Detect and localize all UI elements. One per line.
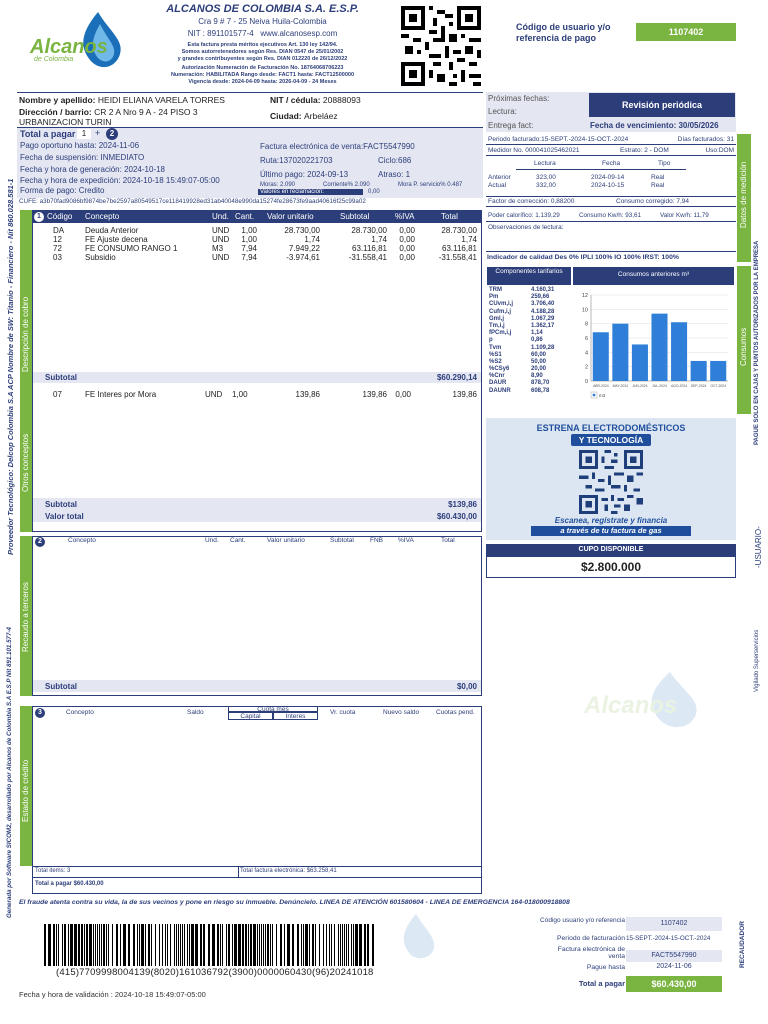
company-name: ALCANOS DE COLOMBIA S.A. E.S.P. (166, 3, 359, 15)
forma-pago: Forma de pago: Credito (20, 186, 105, 195)
credito-totals-line (33, 866, 481, 867)
header-valor: Valor unitario (267, 212, 314, 221)
barcode-bar (265, 924, 266, 966)
barcode-bar (162, 924, 163, 966)
x-tick-label: AGO-2024 (670, 384, 688, 388)
customer-name-line: Nombre y apellido: HEIDI ELIANA VARELA TORRES (19, 95, 225, 105)
chart-bar (612, 324, 628, 381)
tariff-row: TRM 4.160,31 (489, 287, 555, 293)
ultimo-pago: Último pago: 2024-09-13 (260, 170, 349, 179)
credito-header: 3 Concepto Saldo Cuota mes Capital Interes Vr. cuota Nuevo saldo Cuotas pend. (33, 707, 481, 721)
barcode-bar (70, 924, 73, 966)
watermark-logo: Alcanos (580, 670, 720, 740)
barcode-bar (267, 924, 269, 966)
promo-line2: Y TECNOLOGÍA (571, 434, 651, 446)
header-subtotal: Subtotal (340, 212, 370, 221)
barcode-bar (191, 924, 194, 966)
barcode-bar (62, 924, 63, 966)
barcode-bar (189, 924, 190, 966)
barcode-bar (280, 924, 282, 966)
medicion-medidor-row: Medidor No. 000041025462021 Estrato: 2 - DOM Uso:DOM (488, 147, 734, 154)
tariff-row: %S2 50,00 (489, 358, 547, 365)
header-codigo: Código (47, 212, 73, 221)
barcode-bar (116, 924, 118, 966)
barcode-bar (364, 924, 366, 966)
credito-divider (238, 867, 239, 877)
consumos-side-label: Consumos (739, 327, 748, 366)
stub-pague-value: 2024-11-06 (656, 963, 692, 970)
section-credito-label: Estado de crédito (21, 759, 30, 822)
barcode-bar (348, 924, 349, 966)
barcode-bar (257, 924, 258, 966)
chart-bar (593, 332, 609, 381)
barcode-bar (123, 924, 126, 966)
chart-bar (691, 361, 707, 381)
barcode-bar (228, 924, 230, 966)
chart-title: Consumos anteriores m³ (573, 267, 734, 285)
usuario-vertical: -USUARIO- (754, 526, 763, 568)
y-tick-label: 0 (584, 379, 588, 385)
stub-periodo-value: 15-SEPT.-2024-15-OCT.-2024 (626, 935, 711, 942)
cufe: CUFE: a3b70fad9086bf9874be7be2597a80549517ce118419928ed31ab40048e990da15274fe28673fe9aad40616f25c99a02 (19, 198, 366, 205)
table-row: DA Deuda Anterior UND 1,00 28.730,00 28.730,00 0,00 28.730,00 (53, 226, 477, 235)
barcode-bar (108, 924, 109, 966)
y-tick-label: 10 (581, 307, 588, 314)
barcode-bar (81, 924, 83, 966)
tariff-row: CUvm,i,j 3.706,40 (489, 301, 555, 308)
barcode-bar (170, 924, 171, 966)
barcode-text: (415)7709998004139(8020)161036792(3900)0000060430(96)20241018 (56, 967, 374, 978)
barcode-bar (242, 924, 244, 966)
barcode-bar (58, 924, 59, 966)
stub-factura-label: Factura electrónica de venta (557, 946, 625, 960)
medicion-observaciones: Observaciones de lectura: (488, 224, 564, 231)
vigilado-vertical: Vigilado Superservicios (754, 629, 760, 692)
barcode-bar (106, 924, 107, 966)
header-iva: %IVA (395, 212, 415, 221)
barcode-bar (187, 924, 188, 966)
terceros-header: 2 Concepto Und. Cant. Valor unitario Subtotal FNB %IVA Total (33, 537, 481, 547)
barcode-bar (355, 924, 358, 966)
company-logo (28, 10, 128, 80)
logo-text: Alcanos (30, 36, 108, 58)
next-dates-label: Próximas fechas: (488, 94, 550, 103)
barcode-bar (303, 924, 304, 966)
qr-code-promo (578, 450, 644, 514)
other-concepts-rows (33, 390, 481, 402)
tariff-row: %Cnr 8,90 (489, 373, 543, 380)
table-row: 07 FE Interes por Mora UND 1,00 139,86 139,86 0,00 139,86 (53, 390, 477, 399)
section-1-badge: 1 (34, 212, 44, 222)
barcode-bar (103, 924, 105, 966)
section-2-badge: 2 (35, 537, 45, 547)
tariff-row: %CSy6 20,00 (489, 366, 547, 373)
barcode-bar (263, 924, 264, 966)
promo-line4: a través de tu factura de gas (531, 526, 691, 536)
barcode-bar (342, 924, 343, 966)
valores-reclamacion: Valores en reclamación: (258, 189, 363, 195)
fecha-suspension: Fecha de suspensión: INMEDIATO (20, 153, 145, 162)
section-3-badge: 3 (35, 708, 45, 718)
promo-line1: ESTRENA ELECTRODOMÉSTICOS (536, 423, 686, 433)
barcode-bar (56, 924, 57, 966)
barcode-bar (351, 924, 352, 966)
barcode-bar (200, 924, 202, 966)
barcode-bar (180, 924, 181, 966)
payment-barcode (44, 924, 378, 966)
barcode-bar (315, 924, 316, 966)
user-code-value: 1107402 (636, 23, 736, 41)
barcode-bar (344, 924, 345, 966)
tariff-row: DAUNR 608,78 (489, 387, 550, 394)
medicion-correccion-row: Factor de corrección: 0,88200 Consumo corregido: 7,94 (486, 196, 736, 207)
barcode-bar (253, 924, 256, 966)
tariff-row: p 0,86 (489, 337, 543, 344)
barcode-bar (232, 924, 233, 966)
barcode-bar (145, 924, 146, 966)
mora-servicio: Mora P. servicio% 0.487 (398, 182, 463, 188)
x-tick-label: JUN-2024 (632, 384, 648, 388)
tariff-row: fPCm,i,j 1,14 (489, 330, 543, 337)
customer-nit-line: NIT / cédula: 20888093 (270, 95, 361, 105)
x-tick-label: ABR-2024 (592, 384, 609, 388)
y-tick-label: 6 (584, 336, 588, 342)
medicion-periodo-row: Periodo facturado:15-SEPT.-2024-15-OCT.-2024 Días facturados: 31 (488, 136, 734, 143)
barcode-bar (203, 924, 205, 966)
barcode-bar (195, 924, 198, 966)
barcode-bar (151, 924, 152, 966)
barcode-bar (74, 924, 77, 966)
consumption-chart (573, 287, 734, 401)
barcode-bar (86, 924, 88, 966)
company-nit-web: NIT : 891101577-4 www.alcanosesp.com (187, 29, 338, 38)
vencimiento: Fecha de vencimiento: 30/05/2026 (590, 121, 719, 130)
barcode-bar (112, 924, 113, 966)
barcode-bar (155, 924, 156, 966)
barcode-bar (159, 924, 160, 966)
header-total: Total (441, 212, 458, 221)
header-und: Und. (212, 212, 229, 221)
barcode-bar (137, 924, 138, 966)
barcode-bar (120, 924, 121, 966)
company-info (130, 3, 395, 86)
barcode-bar (276, 924, 277, 966)
legal-text: Esta factura presta méritos ejecutivos Art. 130 ley 142/94. Somos autorretenedores según Res. DIAN 0547 de 25/01/2002 y grandes contribuyentes según Res. DIAN 012220 de 26/12/2022 Autorización Numeración de Facturación No. 18764068706223 Numeración: HABILITADA Rango desde: FACT1 hasta: FACT12500000 Vigencia desde: 2024-04-09 hasta: 2026-04-09 - 24 Meses (170, 42, 355, 85)
tariff-row: Gml,j 1.067,29 (489, 315, 555, 322)
barcode-bar (95, 924, 96, 966)
x-tick-label: SEP-2024 (690, 384, 707, 388)
barcode-bar (312, 924, 314, 966)
barcode-bar (53, 924, 55, 966)
barcode-bar (319, 924, 320, 966)
moras: Moras: 2.090 (260, 182, 296, 188)
indicador-calidad: Indicador de calidad Des 0% IPLI 100% IO 100% IRST: 100% (487, 254, 679, 261)
x-tick-label: JUL-2024 (652, 384, 667, 388)
credito-total-fe: Total factura electrónica: $63.258,41 (240, 868, 337, 874)
section-cobro-label: Descripción de cobro (21, 296, 30, 372)
header-cant: Cant. (235, 212, 255, 221)
subtotal-row-1: Subtotal $60.290,14 (33, 372, 481, 383)
valores-reclamacion-value: 0,00 (368, 189, 380, 195)
customer-address-line: Dirección / barrio: CR 2 A Nro 9 A - 24 PISO 3 (19, 107, 198, 117)
barcode-bar (208, 924, 210, 966)
barcode-bar (238, 924, 241, 966)
chart-bar (651, 314, 667, 381)
header-concepto: Concepto (85, 212, 120, 221)
concepts-header-labels (33, 212, 481, 222)
tariff-row: %S1 60,00 (489, 351, 547, 358)
barcode-bar (323, 924, 324, 966)
x-tick-label: MAY-2024 (612, 384, 629, 388)
tariff-row: DAUR 878,70 (489, 380, 550, 387)
barcode-bar (359, 924, 362, 966)
barcode-bar (309, 924, 310, 966)
barcode-bar (301, 924, 302, 966)
barcode-bar (212, 924, 215, 966)
customer-barrio: URBANIZACION TURIN (19, 117, 112, 127)
barcode-bar (68, 924, 69, 966)
stub-factura-value: FACT5547990 (626, 950, 722, 962)
barcode-bar (340, 924, 341, 966)
factura-electronica: Factura electrónica de venta:FACT5547990 (260, 142, 415, 151)
tariff-row: Cufm,i,j 4.188,28 (489, 308, 555, 315)
barcode-bar (326, 924, 327, 966)
barcode-bar (234, 924, 237, 966)
terceros-subtotal: Subtotal $0,00 (33, 680, 481, 692)
barcode-bar (165, 924, 166, 966)
barcode-bar (329, 924, 330, 966)
credito-total-pagar: Total a pagar $60.430,00 (35, 881, 104, 887)
tariffs-title: Componentes tarifarios (487, 267, 571, 285)
credito-total-items: Total items: 3 (35, 868, 71, 874)
ciclo: Ciclo:686 (378, 156, 412, 165)
total-pay-plus: + (95, 128, 101, 138)
barcode-bar (259, 924, 260, 966)
legend-marker (593, 394, 596, 397)
total-pay-label: Total a pagar (20, 129, 76, 139)
tariff-row: Tvm 1.109,28 (489, 344, 555, 351)
barcode-bar (270, 924, 271, 966)
chart-bar (632, 344, 648, 381)
tariff-row: Pm 259,66 (489, 294, 550, 301)
medicion-side-label: Datos de medición (739, 161, 748, 228)
barcode-bar (284, 924, 285, 966)
section-terceros-label: Recaudo a terceros (21, 582, 30, 652)
promo-line3: Escanea, regístrate y financia (554, 516, 668, 525)
barcode-bar (217, 924, 219, 966)
table-row: 72 FE CONSUMO RANGO 1 M3 7,94 7.949,22 63.116,81 0,00 63.116,81 (53, 244, 477, 253)
barcode-bar (64, 924, 66, 966)
barcode-bar (182, 924, 183, 966)
barcode-bar (220, 924, 221, 966)
lectura-label: Lectura: (488, 107, 517, 116)
barcode-bar (222, 924, 223, 966)
barcode-bar (174, 924, 175, 966)
recaudador-vertical: RECAUDADOR (739, 921, 746, 968)
barcode-bar (101, 924, 102, 966)
barcode-bar (148, 924, 150, 966)
barcode-bar (178, 924, 179, 966)
entrega-label: Entrega fact: (488, 121, 534, 130)
user-code-label: Código de usuario y/o referencia de pago (516, 22, 611, 43)
cupo-label: CUPO DISPONIBLE (486, 544, 736, 556)
legend-label: m3 (599, 393, 606, 398)
barcode-bar (44, 924, 46, 966)
total-pay-badge-2: 2 (106, 128, 118, 140)
barcode-bar (176, 924, 177, 966)
section-otros-label: Otros conceptos (21, 433, 30, 492)
barcode-bar (167, 924, 168, 966)
table-row: 03 Subsidio UND 7,94 -3.974,61 -31.558,41 0,00 -31.558,41 (53, 253, 477, 262)
barcode-bar (97, 924, 98, 966)
total-pay-badge-1: 1 (77, 129, 91, 139)
medicion-lecturas: Lectura Fecha Tipo Anterior 323,00 2024-09-14 Real Actual 332,00 2024-10-15 Real (486, 158, 736, 194)
terceros-table (32, 536, 482, 696)
revision-periodica: Revisión periódica (589, 93, 735, 117)
concepts-rows (33, 226, 481, 266)
fecha-expedicion: Fecha y hora de expedición: 2024-10-18 15:49:07-05:00 (20, 176, 220, 185)
barcode-bar (292, 924, 294, 966)
ruta: Ruta:137020221703 (260, 156, 333, 165)
barcode-bar (372, 924, 374, 966)
table-row: 12 FE Ajuste decena UND 1,00 1,74 1,74 0,00 1,74 (53, 235, 477, 244)
fraude-warning: El fraude atenta contra su vida, la de sus vecinos y pone en riesgo su inmueble. Denúncielo. LINEA DE ATENCIÓN 601580604 - LINEA DE EMERGENCIA 164-018000918808 (19, 899, 570, 906)
barcode-bar (99, 924, 100, 966)
stub-pague-label: Pague hasta (586, 964, 625, 971)
barcode-bar (297, 924, 299, 966)
barcode-bar (272, 924, 273, 966)
medicion-poder-row: Poder calorífico: 1.139,29 Consumo Kw/h: 93,61 Valor Kw/h: 11,79 (486, 211, 736, 222)
logo-subtext: de Colombia (34, 56, 74, 63)
chart-bar (710, 361, 726, 381)
pague-solo-vertical: PAGUE SOLO EN CAJAS Y PUNTOS AUTORIZADOS POR LA EMPRESA (754, 240, 760, 445)
barcode-bar (128, 924, 130, 966)
generated-vertical-text: Generada por Software SICOM2, desarrollado por Alcanos de Colombia S.A E.S.P Nit 891.101.577-4 (6, 627, 13, 918)
barcode-bar (261, 924, 262, 966)
barcode-bar (245, 924, 247, 966)
barcode-bar (89, 924, 92, 966)
barcode-bar (353, 924, 354, 966)
y-tick-label: 4 (584, 350, 588, 357)
footer-watermark-logo (380, 912, 440, 972)
barcode-bar (78, 924, 80, 966)
barcode-bar (338, 924, 339, 966)
barcode-bar (184, 924, 185, 966)
barcode-bar (346, 924, 347, 966)
customer-city-line: Ciudad: Arbeláez (270, 111, 338, 121)
y-tick-label: 12 (581, 293, 588, 299)
barcode-bar (141, 924, 144, 966)
pago-oportuno: Pago oportuno hasta: 2024-11-06 (20, 141, 140, 150)
barcode-bar (331, 924, 332, 966)
atraso: Atraso: 1 (378, 170, 411, 179)
barcode-bar (48, 924, 51, 966)
qr-code-header (400, 6, 482, 86)
barcode-bar (133, 924, 135, 966)
barcode-bar (367, 924, 369, 966)
y-tick-label: 2 (584, 364, 588, 371)
subtotal-row-2: Subtotal $139,86 Valor total $60.430,00 (33, 498, 481, 522)
provider-vertical-text: Proveedor Tecnológico: Delcop Colombia S.A ACP Nombre de SW: Titanio - Financiero - Nit 860.028.581-1 (6, 178, 15, 555)
y-tick-label: 8 (584, 321, 588, 328)
barcode-bar (248, 924, 249, 966)
medicion-observaciones-box (486, 222, 736, 252)
barcode-bar (226, 924, 227, 966)
stub-code-value: 1107402 (626, 917, 722, 931)
barcode-bar (93, 924, 94, 966)
x-tick-label: OCT-2024 (710, 384, 727, 388)
barcode-bar (84, 924, 85, 966)
chart-bar (671, 322, 687, 381)
barcode-bar (250, 924, 252, 966)
cupo-value: $2.800.000 (486, 556, 736, 578)
stub-code-label: Código usuario y/o referencia (540, 917, 625, 924)
corriente: Corriente% 2.090 (323, 182, 370, 188)
tariff-row: Tm,i,j 1.362,17 (489, 322, 555, 329)
stub-total-label: Total a pagar (578, 979, 625, 988)
credito-totals-line-2 (33, 877, 481, 878)
barcode-bar (334, 924, 335, 966)
barcode-bar (305, 924, 308, 966)
stub-total-value: $60.430,00 (626, 976, 722, 992)
fecha-generacion: Fecha y hora de generación: 2024-10-18 (20, 165, 165, 174)
barcode-bar (139, 924, 140, 966)
company-address: Cra 9 # 7 - 25 Neiva Huila-Colombia (198, 17, 327, 26)
tariffs-list (489, 287, 573, 395)
barcode-bar (287, 924, 290, 966)
stub-periodo-label: Periodo de facturación (556, 935, 625, 942)
validation-date: Fecha y hora de validación : 2024-10-18 15:49:07-05:00 (19, 990, 206, 999)
